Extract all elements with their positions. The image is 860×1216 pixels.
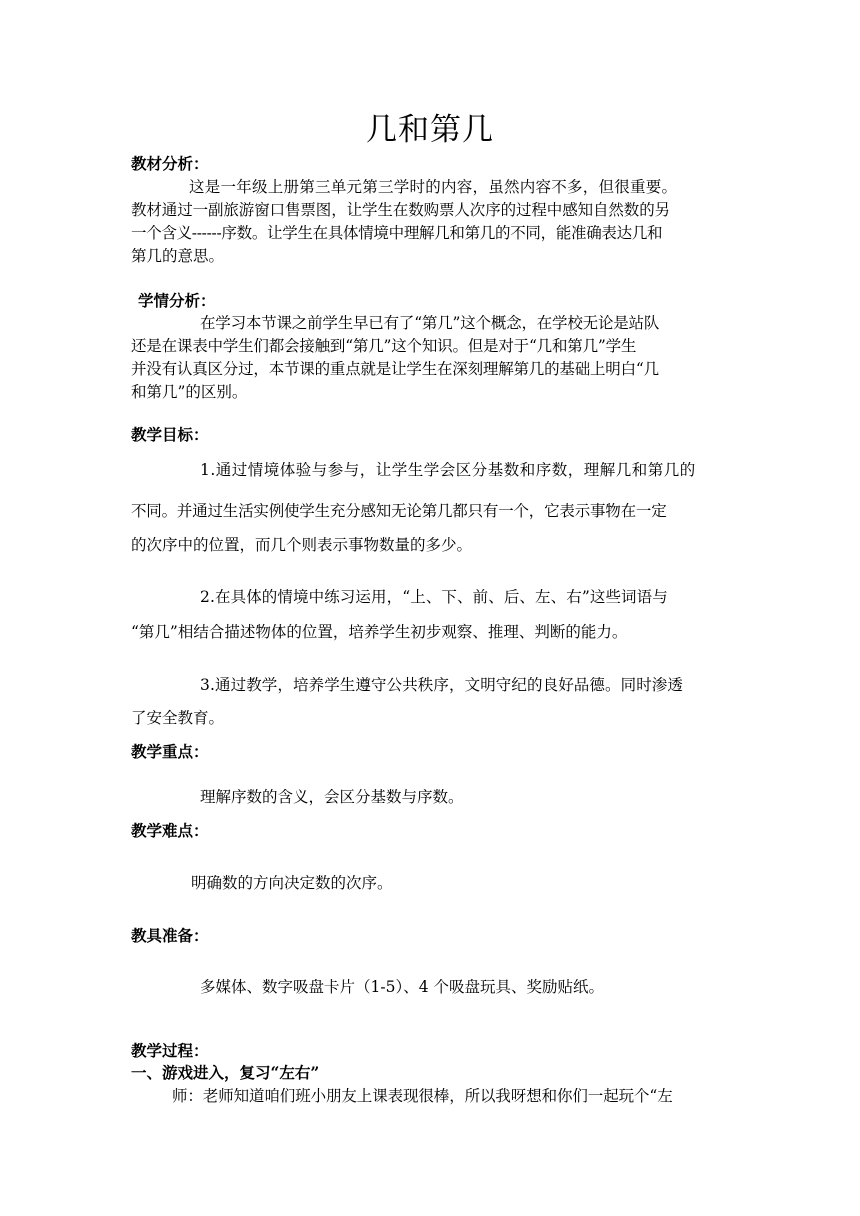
goals-line-5: “第几”相结合描述物体的位置，培养学生初步观察、推理、判断的能力。 <box>131 623 628 641</box>
analysis-heading: 教材分析： <box>131 154 209 173</box>
analysis-line-1: 这是一年级上册第三单元第三学时的内容，虽然内容不多，但很重要。 <box>189 178 678 196</box>
goals-line-2: 不同。并通过生活实例使学生充分感知无论第几都只有一个，它表示事物在一定 <box>131 502 667 520</box>
goals-line-6: 3.通过教学，培养学生遵守公共秩序，文明守纪的良好品德。同时渗透 <box>200 676 683 694</box>
goals-heading: 教学目标： <box>131 425 209 444</box>
key-heading: 教学重点： <box>131 742 209 761</box>
analysis-line-2: 教材通过一副旅游窗口售票图，让学生在数购票人次序的过程中感知自然数的另 <box>131 201 671 219</box>
student-line-3: 并没有认真区分过，本节课的重点就是让学生在深刻理解第几的基础上明白“几 <box>131 360 659 378</box>
analysis-line-3: 一个含义------序数。让学生在具体情境中理解几和第几的不同，能准确表达几和 <box>131 224 663 242</box>
difficulty-text: 明确数的方向决定数的次序。 <box>191 874 393 892</box>
process-line-1: 师：老师知道咱们班小朋友上课表现很棒，所以我呀想和你们一起玩个“左 <box>172 1087 673 1105</box>
process-step-1: 一、游戏进入，复习“左右” <box>131 1063 320 1082</box>
student-line-2: 还是在课表中学生们都会接触到“第几”这个知识。但是对于“几和第几”学生 <box>131 337 637 355</box>
difficulty-heading: 教学难点： <box>131 821 209 840</box>
student-line-4: 和第几”的区别。 <box>131 383 248 401</box>
document-title: 几和第几 <box>366 112 494 148</box>
student-line-1: 在学习本节课之前学生早已有了“第几”这个概念，在学校无论是站队 <box>200 314 660 332</box>
goals-line-4: 2.在具体的情境中练习运用，“上、下、前、后、左、右”这些词语与 <box>200 588 668 606</box>
goals-line-3: 的次序中的位置，而几个则表示事物数量的多少。 <box>131 536 473 554</box>
tools-text: 多媒体、数字吸盘卡片（1-5）、4 个吸盘玩具、奖励贴纸。 <box>200 978 605 996</box>
student-heading: 学情分析： <box>138 291 216 310</box>
key-text: 理解序数的含义，会区分基数与序数。 <box>200 788 464 806</box>
goals-line-1: 1.通过情境体验与参与，让学生学会区分基数和序数，理解几和第几的 <box>200 461 696 479</box>
tools-heading: 教具准备： <box>131 926 209 945</box>
goals-line-7: 了安全教育。 <box>131 709 225 727</box>
analysis-line-4: 第几的意思。 <box>131 247 225 265</box>
process-heading: 教学过程： <box>131 1041 209 1060</box>
